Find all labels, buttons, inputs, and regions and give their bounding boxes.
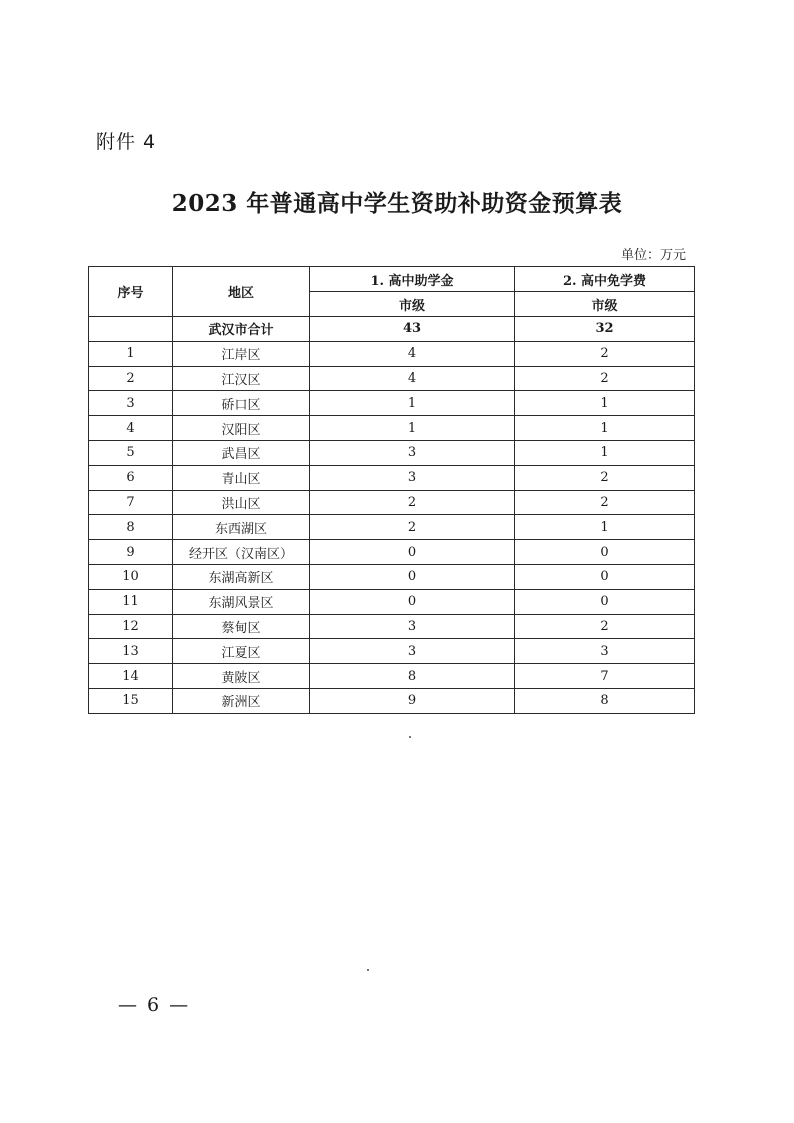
cell-seq: 3 xyxy=(89,391,173,416)
cell-tuition-waiver: 1 xyxy=(515,416,695,441)
header-subsidy-city: 市级 xyxy=(310,292,515,317)
cell-tuition-waiver: 0 xyxy=(515,564,695,589)
cell-seq: 14 xyxy=(89,664,173,689)
cell-seq: 15 xyxy=(89,688,173,713)
cell-subsidy: 9 xyxy=(310,688,515,713)
cell-tuition-waiver: 2 xyxy=(515,341,695,366)
table-row xyxy=(89,664,695,689)
cell-region: 东湖风景区 xyxy=(173,589,310,614)
cell-tuition-waiver: 1 xyxy=(515,440,695,465)
cell-seq: 5 xyxy=(89,440,173,465)
header-region: 地区 xyxy=(173,267,310,317)
table-row xyxy=(89,465,695,490)
cell-subsidy: 2 xyxy=(310,490,515,515)
cell-subsidy: 3 xyxy=(310,440,515,465)
cell-region: 黄陂区 xyxy=(173,664,310,689)
table-row xyxy=(89,540,695,565)
cell-region: 东湖高新区 xyxy=(173,564,310,589)
table-row xyxy=(89,564,695,589)
cell-seq: 6 xyxy=(89,465,173,490)
cell-subsidy: 1 xyxy=(310,391,515,416)
cell-seq: 4 xyxy=(89,416,173,441)
page-number: — 6 — xyxy=(118,994,191,1016)
header-subsidy: 1. 高中助学金 xyxy=(310,267,515,292)
table-row xyxy=(89,416,695,441)
cell-tuition-waiver: 1 xyxy=(515,391,695,416)
cell-seq: 11 xyxy=(89,589,173,614)
header-tuition-waiver-city: 市级 xyxy=(515,292,695,317)
cell-subsidy: 4 xyxy=(310,341,515,366)
total-row xyxy=(89,317,695,342)
table-row xyxy=(89,515,695,540)
cell-seq: 10 xyxy=(89,564,173,589)
cell-seq: 7 xyxy=(89,490,173,515)
cell-tuition-waiver: 2 xyxy=(515,614,695,639)
table-row xyxy=(89,440,695,465)
cell-seq: 2 xyxy=(89,366,173,391)
cell-subsidy: 1 xyxy=(310,416,515,441)
budget-table xyxy=(88,266,695,714)
cell-region: 洪山区 xyxy=(173,490,310,515)
cell-subsidy: 0 xyxy=(310,540,515,565)
cell-seq: 12 xyxy=(89,614,173,639)
cell-tuition-waiver: 8 xyxy=(515,688,695,713)
cell-seq: 13 xyxy=(89,639,173,664)
cell-region: 江岸区 xyxy=(173,341,310,366)
cell-region: 硚口区 xyxy=(173,391,310,416)
cell-region: 青山区 xyxy=(173,465,310,490)
table-row xyxy=(89,490,695,515)
cell-region: 江汉区 xyxy=(173,366,310,391)
cell-tuition-waiver: 1 xyxy=(515,515,695,540)
cell-subsidy: 4 xyxy=(310,366,515,391)
table-row xyxy=(89,341,695,366)
attachment-label: 附件 4 xyxy=(96,131,157,153)
table-row xyxy=(89,366,695,391)
header-seq: 序号 xyxy=(89,267,173,317)
cell-tuition-waiver: 32 xyxy=(515,317,695,342)
cell-seq: 8 xyxy=(89,515,173,540)
unit-label: 单位：万元 xyxy=(620,248,686,263)
cell-region: 武汉市合计 xyxy=(173,317,310,342)
cell-subsidy: 3 xyxy=(310,639,515,664)
cell-tuition-waiver: 3 xyxy=(515,639,695,664)
cell-tuition-waiver: 0 xyxy=(515,589,695,614)
header-tuition-waiver: 2. 高中免学费 xyxy=(515,267,695,292)
cell-subsidy: 0 xyxy=(310,589,515,614)
cell-region: 汉阳区 xyxy=(173,416,310,441)
cell-subsidy: 8 xyxy=(310,664,515,689)
cell-subsidy: 43 xyxy=(310,317,515,342)
cell-tuition-waiver: 2 xyxy=(515,366,695,391)
cell-region: 蔡甸区 xyxy=(173,614,310,639)
table-row xyxy=(89,589,695,614)
table-row xyxy=(89,391,695,416)
cell-region: 武昌区 xyxy=(173,440,310,465)
cell-seq: 1 xyxy=(89,341,173,366)
cell-subsidy: 0 xyxy=(310,564,515,589)
cell-region: 江夏区 xyxy=(173,639,310,664)
table-row xyxy=(89,614,695,639)
cell-subsidy: 3 xyxy=(310,614,515,639)
cell-region: 东西湖区 xyxy=(173,515,310,540)
cell-region: 新洲区 xyxy=(173,688,310,713)
cell-seq xyxy=(89,317,173,342)
table-row xyxy=(89,639,695,664)
cell-tuition-waiver: 2 xyxy=(515,465,695,490)
cell-seq: 9 xyxy=(89,540,173,565)
cell-subsidy: 3 xyxy=(310,465,515,490)
cell-tuition-waiver: 7 xyxy=(515,664,695,689)
table-row xyxy=(89,688,695,713)
cell-region: 经开区（汉南区） xyxy=(173,540,310,565)
cell-tuition-waiver: 2 xyxy=(515,490,695,515)
cell-subsidy: 2 xyxy=(310,515,515,540)
cell-tuition-waiver: 0 xyxy=(515,540,695,565)
document-title: 2023 年普通高中学生资助补助资金预算表 xyxy=(171,190,623,217)
